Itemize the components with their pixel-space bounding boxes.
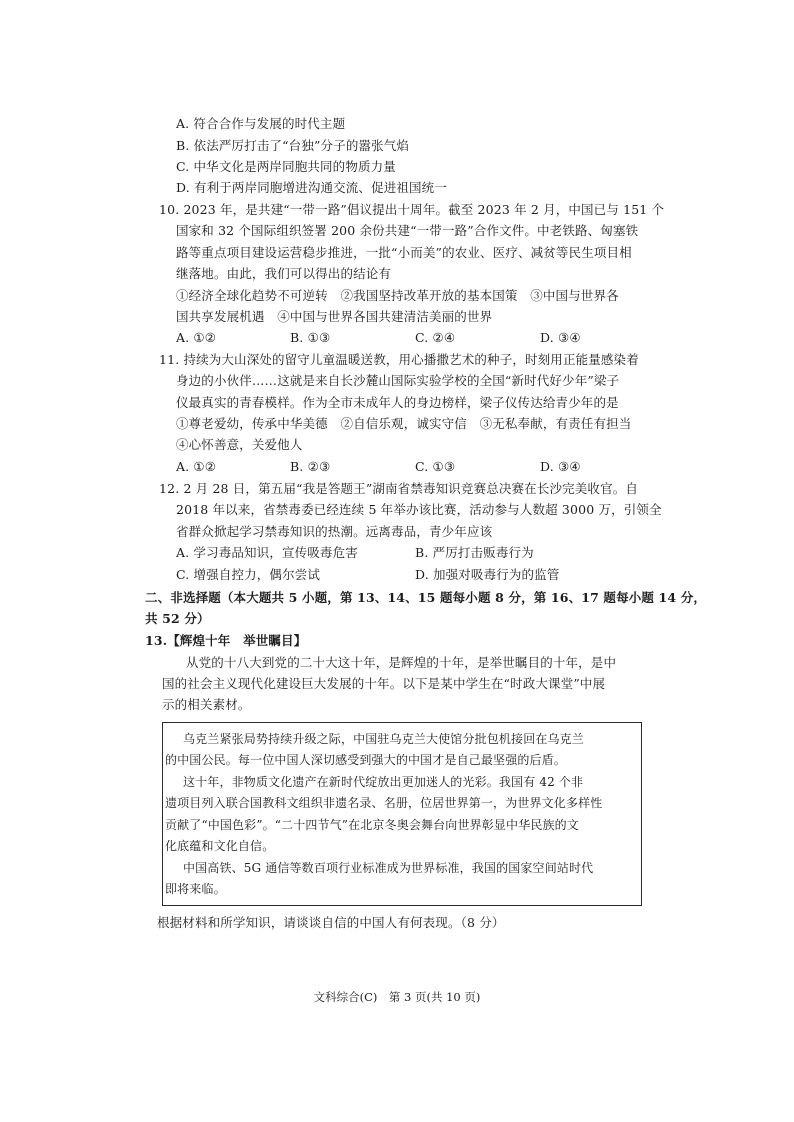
q11-statements-line-2: ④心怀善意，关爱他人 bbox=[176, 437, 303, 452]
q11-option-b: B. ②③ bbox=[290, 459, 331, 474]
material-p2-line-4: 化底蕴和文化自信。 bbox=[165, 839, 275, 853]
q10-stem-line-2: 国家和 32 个国际组织签署 200 余份共建“一带一路”合作文件。中老铁路、匈塞铁 bbox=[176, 223, 639, 238]
material-p2-line-2: 遗项目列入联合国教科文组织非遗名录、名册，位居世界第一，为世界文化多样性 bbox=[165, 796, 603, 810]
q11-stem-line-3: 仪最真实的青春模样。作为全市未成年人的身边榜样，梁子仪传达给青少年的是 bbox=[176, 395, 619, 410]
q12-option-d: D. 加强对吸毒行为的监管 bbox=[415, 567, 560, 582]
q10-stem-line-1: 10. 2023 年，是共建“一带一路”倡议提出十周年。截至 2023 年 2 月，中国已与 151 个 bbox=[159, 202, 665, 217]
q9-option-c: C. 中华文化是两岸同胞共同的物质力量 bbox=[176, 159, 396, 174]
q12-option-a: A. 学习毒品知识，宣传吸毒危害 bbox=[176, 545, 358, 560]
section-2-heading-line-2: 共 52 分） bbox=[145, 611, 210, 626]
q13-intro-line-2: 国的社会主义现代化建设巨大发展的十年。以下是某中学生在“时政大课堂”中展 bbox=[162, 676, 606, 691]
q9-option-b: B. 依法严厉打击了“台独”分子的嚣张气焰 bbox=[176, 138, 410, 153]
q9-option-d: D. 有利于两岸同胞增进沟通交流、促进祖国统一 bbox=[176, 180, 447, 195]
q10-statements-line-1: ①经济全球化趋势不可逆转 ②我国坚持改革开放的基本国策 ③中国与世界各 bbox=[176, 288, 619, 303]
q11-option-d: D. ③④ bbox=[540, 459, 581, 474]
q12-stem-line-3: 省群众掀起学习禁毒知识的热潮。远离毒品，青少年应该 bbox=[176, 524, 493, 539]
q11-option-a: A. ①② bbox=[176, 459, 217, 474]
q13-intro-line-3: 示的相关素材。 bbox=[162, 697, 251, 712]
q12-option-b: B. 严厉打击贩毒行为 bbox=[415, 545, 534, 560]
q13-title: 13.【辉煌十年 举世瞩目】 bbox=[145, 633, 307, 648]
material-p2-line-1: 这十年，非物质文化遗产在新时代绽放出更加迷人的光彩。我国有 42 个非 bbox=[183, 775, 584, 789]
q12-stem-line-2: 2018 年以来，省禁毒委已经连续 5 年举办该比赛，活动参与人数超 3000 万，引领全 bbox=[176, 502, 662, 517]
q11-stem-line-1: 11. 持续为大山深处的留守儿童温暖送教，用心播撒艺术的种子，时刻用正能量感染着 bbox=[159, 352, 639, 367]
section-2-heading-line-1: 二、非选择题（本大题共 5 小题，第 13、14、15 题每小题 8 分，第 16、17 题每小题 14 分， bbox=[145, 590, 707, 605]
q13-intro-line-1: 从党的十八大到党的二十大这十年，是辉煌的十年，是举世瞩目的十年，是中 bbox=[186, 655, 617, 670]
q10-option-a: A. ①② bbox=[176, 330, 217, 345]
q10-stem-line-4: 继落地。由此，我们可以得出的结论有 bbox=[176, 266, 392, 281]
q12-option-c: C. 增强自控力，偶尔尝试 bbox=[176, 567, 321, 582]
material-p3-line-1: 中国高铁、5G 通信等数百项行业标准成为世界标准，我国的国家空间站时代 bbox=[183, 861, 594, 875]
q10-statements-line-2: 国共享发展机遇 ④中国与世界各国共建清洁美丽的世界 bbox=[176, 309, 493, 324]
material-p1-line-2: 的中国公民。每一位中国人深切感受到强大的中国才是自己最坚强的后盾。 bbox=[165, 753, 566, 767]
q9-option-a: A. 符合合作与发展的时代主题 bbox=[176, 116, 346, 131]
q11-stem-line-2: 身边的小伙伴……这就是来自长沙麓山国际实验学校的全国“新时代好少年”梁子 bbox=[176, 373, 620, 388]
page-footer: 文科综合(C) 第 3 页(共 10 页) bbox=[313, 990, 481, 1004]
q11-option-c: C. ①③ bbox=[415, 459, 456, 474]
material-p2-line-3: 贡献了“中国色彩”。“二十四节气”在北京冬奥会舞台向世界彰显中华民族的文 bbox=[165, 818, 579, 832]
q10-option-d: D. ③④ bbox=[540, 330, 581, 345]
q10-stem-line-3: 路等重点项目建设运营稳步推进，一批“小而美”的农业、医疗、减贫等民生项目相 bbox=[176, 245, 632, 260]
material-p3-line-2: 即将来临。 bbox=[165, 882, 226, 896]
q10-option-b: B. ①③ bbox=[290, 330, 331, 345]
q11-statements-line-1: ①尊老爱幼，传承中华美德 ②自信乐观，诚实守信 ③无私奉献，有责任有担当 bbox=[176, 416, 632, 431]
q10-option-c: C. ②④ bbox=[415, 330, 456, 345]
material-box bbox=[162, 722, 642, 906]
q12-stem-line-1: 12. 2 月 28 日，第五届“我是答题王”湖南省禁毒知识竞赛总决赛在长沙完美收官。自 bbox=[159, 481, 639, 496]
q13-question: 根据材料和所学知识，请谈谈自信的中国人有何表现。（8 分） bbox=[157, 915, 505, 930]
material-p1-line-1: 乌克兰紧张局势持续升级之际，中国驻乌克兰大使馆分批包机接回在乌克兰 bbox=[183, 732, 584, 746]
